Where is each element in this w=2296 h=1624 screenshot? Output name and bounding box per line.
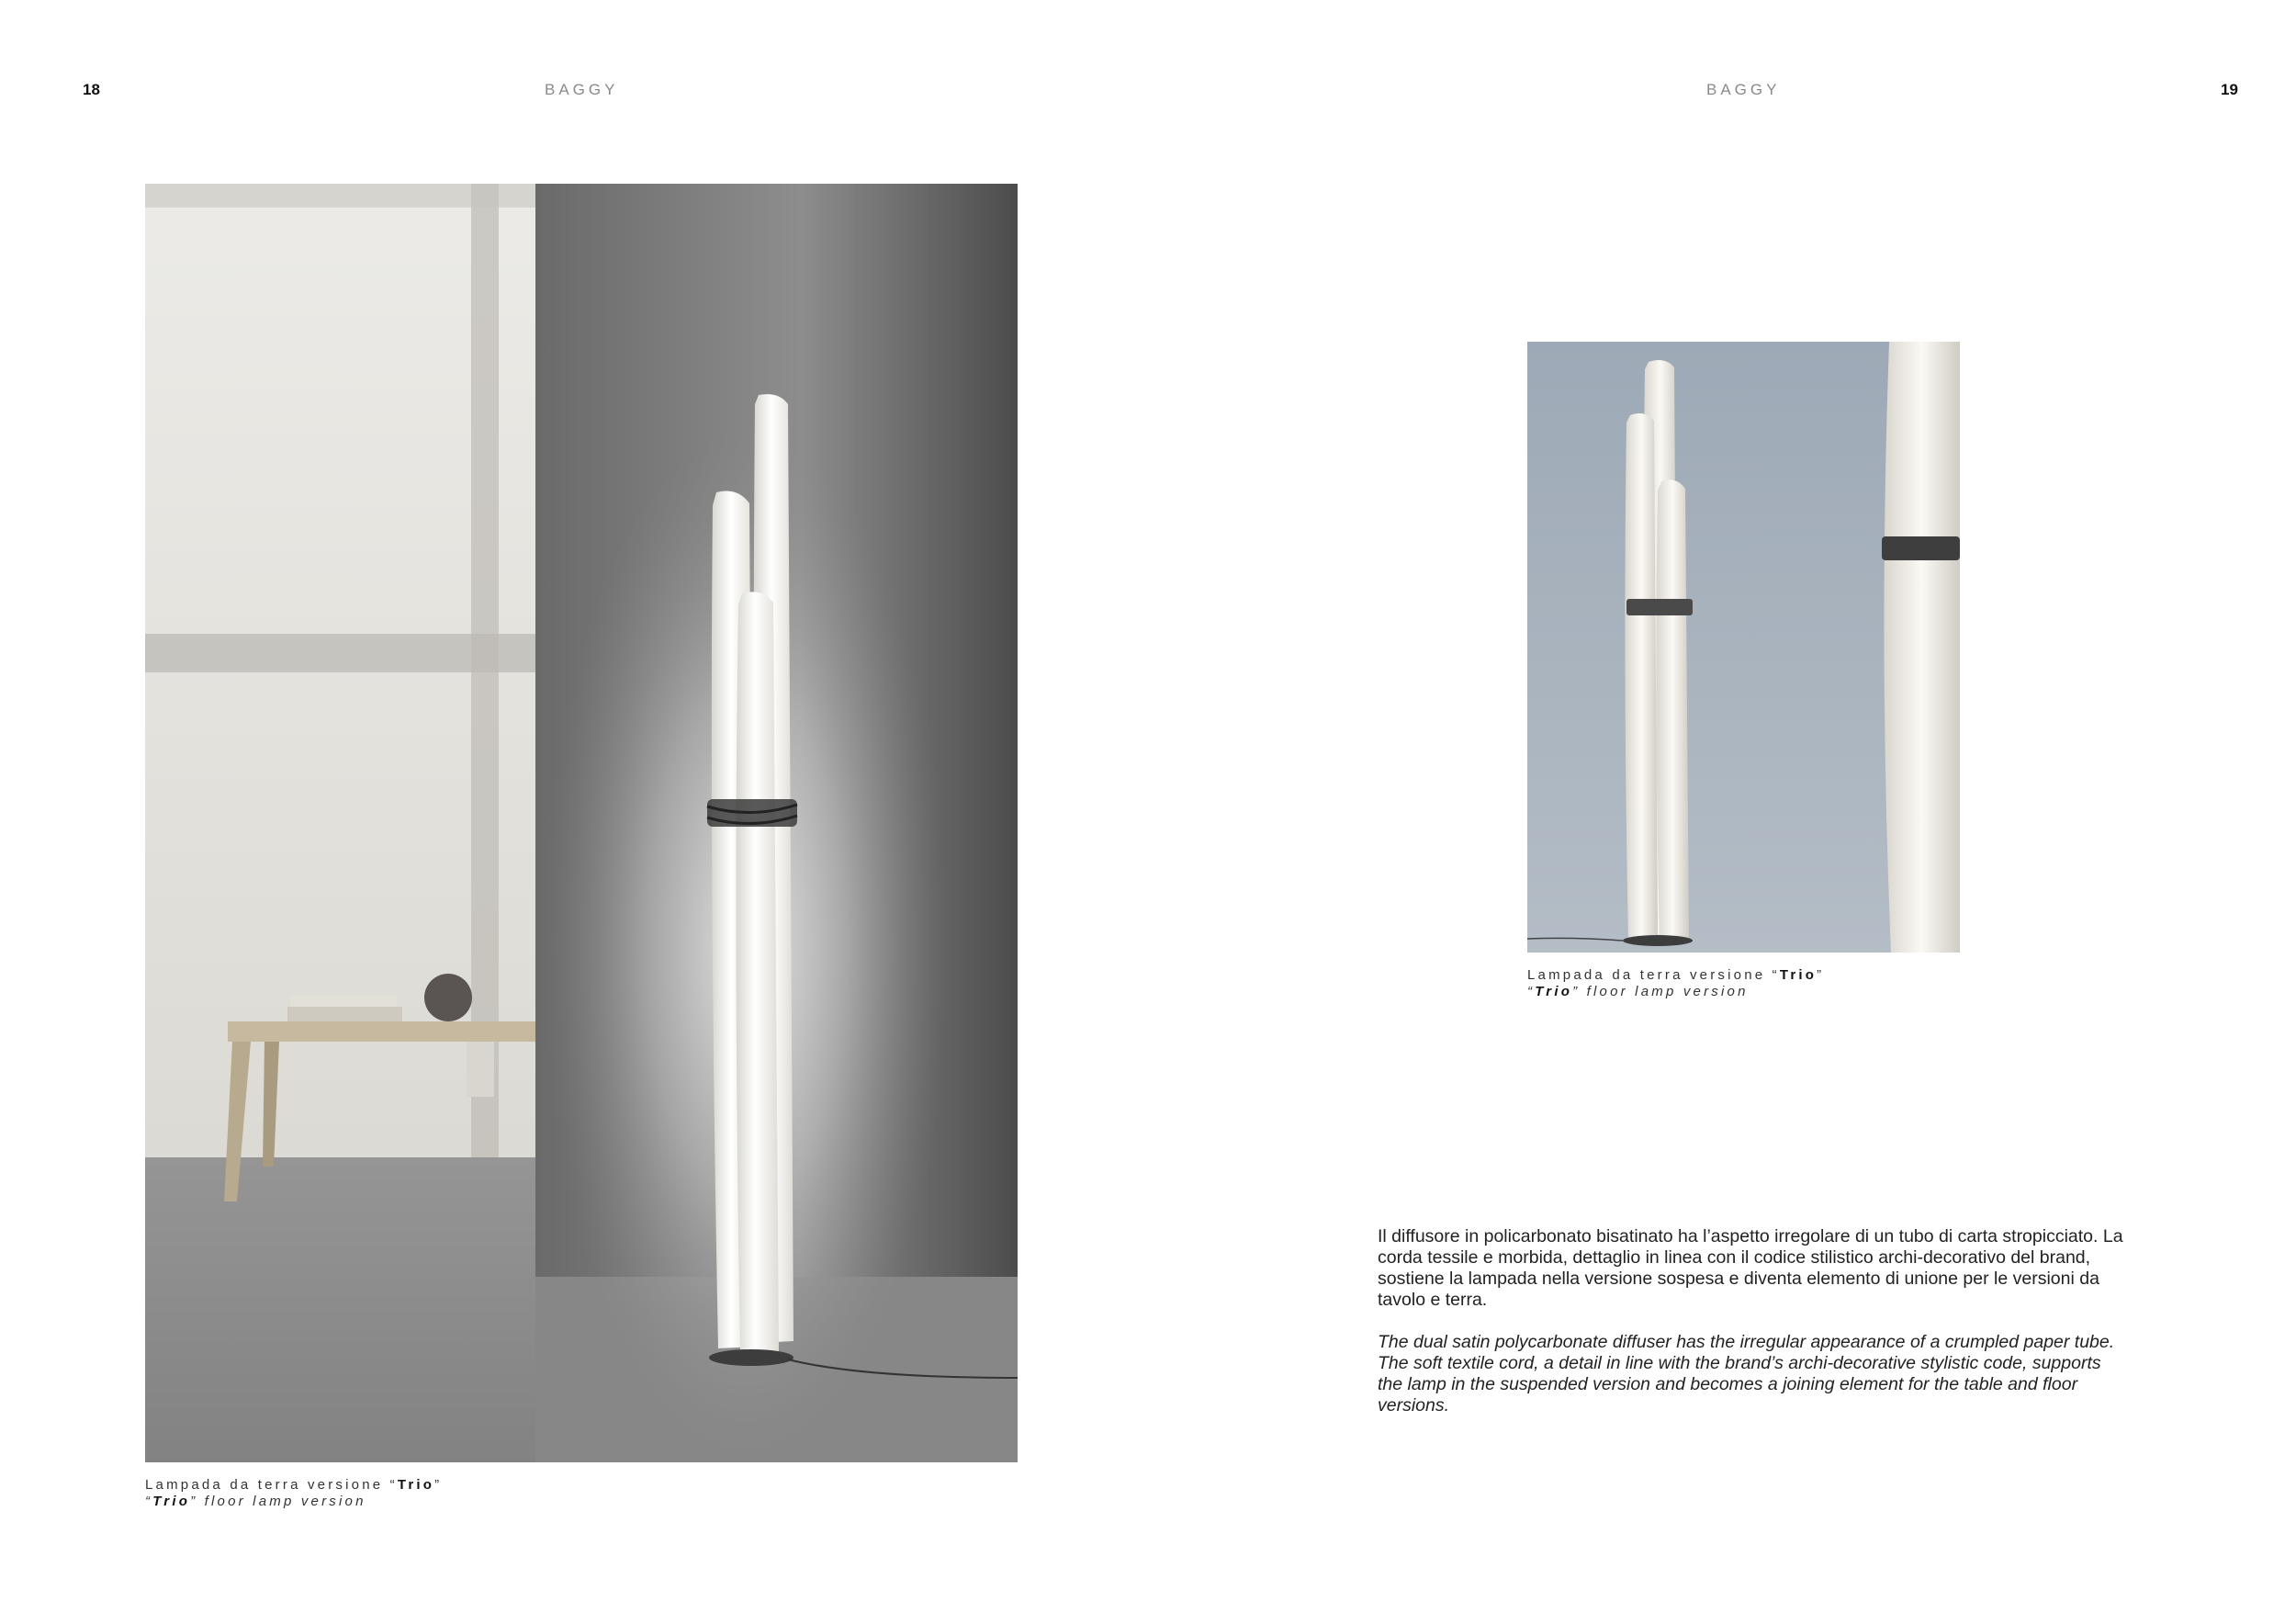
caption-model-name: Trio: [1535, 984, 1573, 999]
caption-model-name: Trio: [397, 1477, 435, 1493]
caption-text: ”: [1817, 967, 1825, 983]
studio-scene-illustration: [1527, 342, 1960, 953]
caption-text: ”: [434, 1477, 443, 1493]
caption-text: Lampada da terra versione “: [1527, 967, 1780, 983]
caption-model-name: Trio: [152, 1494, 191, 1509]
caption-line-english: [1527, 984, 1824, 1000]
caption-text: “: [145, 1494, 153, 1509]
right-photo-caption: [1527, 967, 1824, 1000]
description-english: The dual satin polycarbonate diffuser has the irregular appearance of a crumpled paper tube. The soft textile cord, a detail in line with the brand’s archi-decorative stylistic code, supports the lamp in the suspended version and becomes a joining element for the table and floor versions.: [1378, 1332, 2115, 1415]
caption-text: ” floor lamp version: [190, 1494, 366, 1509]
left-photo-caption: [145, 1477, 442, 1510]
caption-line-italian: [145, 1477, 442, 1494]
caption-text: “: [1527, 984, 1536, 999]
page-number-left: 18: [83, 81, 100, 98]
caption-line-italian: [1527, 967, 1824, 984]
interior-scene-illustration: [145, 184, 1018, 1462]
running-head-left: BAGGY: [545, 81, 619, 98]
page-number-right: 19: [2221, 81, 2238, 98]
caption-text: ” floor lamp version: [1572, 984, 1749, 999]
studio-lamp-photo: [1527, 342, 1960, 953]
caption-text: Lampada da terra versione “: [145, 1477, 398, 1493]
product-description: [1378, 1226, 2131, 1438]
interior-lamp-photo: [145, 184, 1018, 1462]
running-head-right: BAGGY: [1706, 81, 1781, 98]
caption-line-english: [145, 1494, 442, 1510]
caption-model-name: Trio: [1779, 967, 1818, 983]
description-italian: Il diffusore in policarbonato bisatinato ha l’aspetto irregolare di un tubo di carta stropicciato. La corda tessile e morbida, dettaglio in linea con il codice stilistico archi-decorativo del brand, sostiene la lampada nella versione sospesa e diventa elemento di unione per le versioni da tavolo e terra.: [1378, 1226, 2123, 1310]
